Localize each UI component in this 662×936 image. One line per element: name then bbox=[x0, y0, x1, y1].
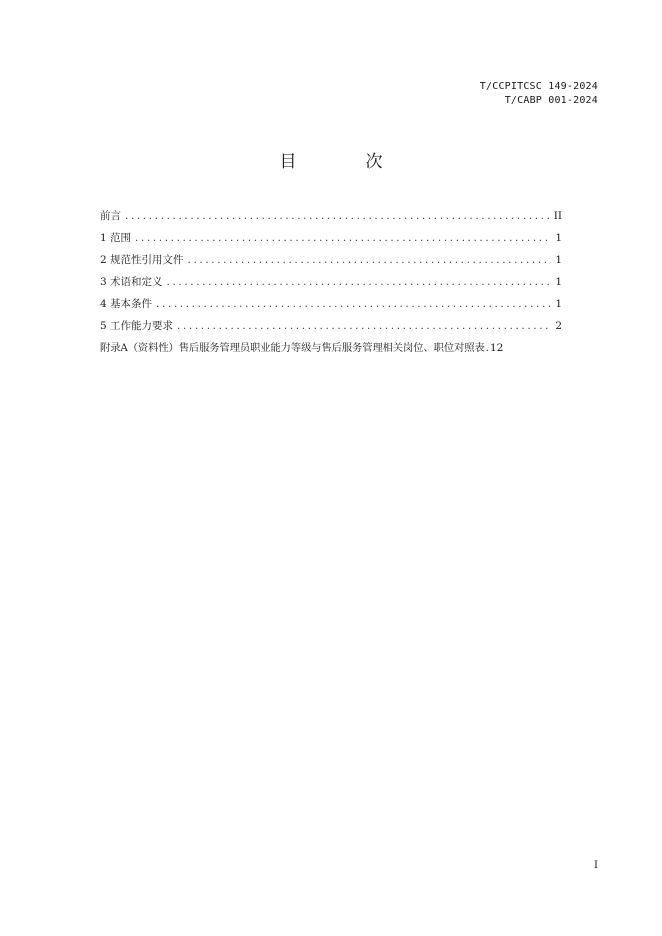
footer-page-number: I bbox=[594, 860, 598, 871]
toc-page-number: 2 bbox=[555, 320, 562, 332]
toc-label: 3 术语和定义 bbox=[100, 276, 163, 288]
toc-leader-dots bbox=[486, 337, 489, 359]
toc-label: 前言 bbox=[100, 210, 121, 222]
toc-leader-dots bbox=[125, 205, 550, 227]
toc-leader-dots bbox=[156, 293, 551, 315]
toc-entry-normative-references[interactable] bbox=[100, 249, 562, 271]
toc-leader-dots bbox=[135, 227, 551, 249]
toc-entry-work-ability-requirements[interactable] bbox=[100, 315, 562, 337]
toc-page-number: 12 bbox=[489, 342, 504, 354]
toc-page-number: 1 bbox=[555, 254, 562, 266]
toc-entry-appendix-a[interactable] bbox=[100, 337, 562, 359]
toc-leader-dots bbox=[177, 315, 551, 337]
toc-entry-foreword[interactable] bbox=[100, 205, 562, 227]
toc-label: 5 工作能力要求 bbox=[100, 320, 174, 332]
toc-entry-basic-conditions[interactable] bbox=[100, 293, 562, 315]
toc-entry-terms-definitions[interactable] bbox=[100, 271, 562, 293]
toc-page-number: 1 bbox=[555, 232, 562, 244]
toc-page-number: 1 bbox=[555, 276, 562, 288]
toc-leader-dots bbox=[167, 271, 552, 293]
standard-codes bbox=[480, 80, 598, 108]
toc-page-number: 1 bbox=[555, 298, 562, 310]
page-title: 目 次 bbox=[279, 152, 409, 172]
toc-label: 2 规范性引用文件 bbox=[100, 254, 184, 266]
toc-entry-scope[interactable] bbox=[100, 227, 562, 249]
toc-label: 1 范围 bbox=[100, 232, 132, 244]
standard-code-secondary: T/CABP 001-2024 bbox=[504, 95, 598, 106]
toc-leader-dots bbox=[188, 249, 552, 271]
toc-label: 4 基本条件 bbox=[100, 298, 153, 310]
toc-label: 附录A（资料性）售后服务管理员职业能力等级与售后服务管理相关岗位、职位对照表 bbox=[100, 342, 485, 354]
toc-page-number: II bbox=[553, 210, 562, 222]
standard-code-primary: T/CCPITCSC 149-2024 bbox=[479, 81, 598, 92]
table-of-contents bbox=[100, 205, 562, 359]
